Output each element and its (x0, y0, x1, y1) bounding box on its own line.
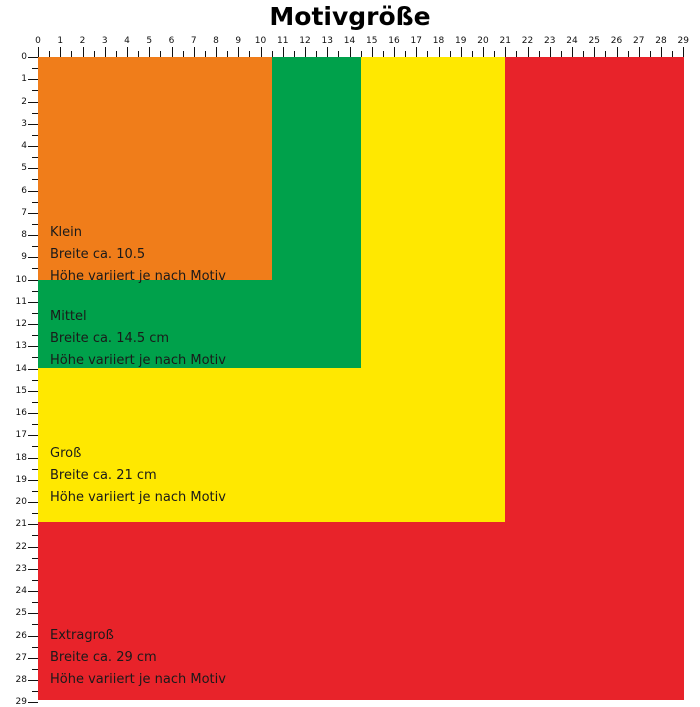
ruler-label-x-10: 10 (254, 36, 267, 46)
ruler-label-x-12: 12 (299, 36, 311, 46)
ruler-tick-x-21 (505, 47, 506, 57)
ruler-tick-x-9 (238, 47, 239, 57)
ruler-tick-x-3 (105, 47, 106, 57)
ruler-tick-y-5 (28, 168, 38, 169)
ruler-label-x-3: 3 (101, 36, 108, 46)
ruler-label-y-20: 20 (15, 497, 27, 507)
caption-extragross-line3: Höhe variiert je nach Motiv (50, 672, 226, 687)
ruler-label-x-8: 8 (213, 36, 219, 46)
ruler-label-x-25: 25 (588, 36, 600, 46)
ruler-label-y-15: 15 (15, 385, 27, 396)
ruler-label-x-9: 9 (235, 36, 242, 46)
ruler-tick-y-21 (28, 524, 38, 525)
caption-gross-line2: Breite ca. 21 cm (50, 468, 157, 483)
ruler-tick-y-4 (28, 146, 38, 147)
ruler-tick-x-15 (372, 47, 373, 57)
ruler-tick-y-26 (28, 636, 38, 637)
ruler-label-y-13: 13 (15, 341, 27, 352)
ruler-label-y-10: 10 (15, 274, 27, 285)
ruler-tick-x-25 (594, 47, 595, 57)
caption-extragross-line1: Extragroß (50, 628, 114, 643)
ruler-label-x-28: 28 (655, 36, 667, 46)
ruler-label-y-14: 14 (15, 363, 27, 374)
horizontal-ruler (35, 30, 689, 57)
ruler-tick-y-19 (28, 480, 38, 481)
ruler-tick-x-27 (639, 47, 640, 57)
ruler-label-x-4: 4 (124, 36, 130, 46)
caption-klein-line2: Breite ca. 10.5 (50, 247, 146, 262)
ruler-tick-x-18 (439, 47, 440, 57)
ruler-tick-y-9 (28, 257, 38, 258)
ruler-label-y-12: 12 (15, 319, 27, 329)
caption-klein-line1: Klein (50, 225, 82, 240)
ruler-tick-x-6 (172, 47, 173, 57)
ruler-tick-y-15 (28, 391, 38, 392)
ruler-label-x-0: 0 (35, 36, 41, 46)
ruler-label-x-6: 6 (168, 36, 175, 46)
ruler-tick-y-16 (28, 413, 38, 414)
ruler-label-y-27: 27 (15, 652, 27, 663)
ruler-label-y-2: 2 (21, 96, 27, 107)
ruler-label-x-14: 14 (343, 36, 356, 46)
ruler-tick-x-11 (283, 47, 284, 57)
ruler-label-y-11: 11 (15, 296, 27, 307)
caption-klein-line3: Höhe variiert je nach Motiv (50, 269, 226, 284)
ruler-tick-y-13 (28, 346, 38, 347)
ruler-tick-y-3 (28, 124, 38, 125)
ruler-tick-y-8 (28, 235, 38, 236)
caption-gross-line3: Höhe variiert je nach Motiv (50, 490, 226, 505)
ruler-label-y-6: 6 (21, 185, 27, 196)
caption-mittel-line2: Breite ca. 14.5 cm (50, 331, 170, 346)
ruler-label-y-9: 9 (21, 252, 27, 263)
ruler-label-y-8: 8 (21, 230, 27, 240)
ruler-tick-x-22 (528, 47, 529, 57)
ruler-tick-x-13 (327, 47, 328, 57)
ruler-label-x-5: 5 (146, 36, 153, 46)
ruler-label-y-5: 5 (21, 163, 27, 174)
ruler-tick-x-24 (572, 47, 573, 57)
caption-mittel-line1: Mittel (50, 309, 87, 324)
ruler-tick-x-23 (550, 47, 551, 57)
ruler-tick-x-4 (127, 47, 128, 57)
ruler-label-x-19: 19 (455, 36, 467, 46)
ruler-label-y-7: 7 (21, 207, 27, 218)
ruler-label-y-16: 16 (15, 408, 27, 418)
ruler-tick-y-25 (28, 613, 38, 614)
ruler-label-y-22: 22 (15, 541, 27, 552)
ruler-tick-y-2 (28, 102, 38, 103)
ruler-tick-x-2 (83, 47, 84, 57)
ruler-label-y-19: 19 (15, 474, 27, 485)
ruler-tick-y-11 (28, 302, 38, 303)
ruler-label-x-1: 1 (57, 36, 64, 46)
ruler-tick-x-12 (305, 47, 306, 57)
ruler-tick-y-20 (28, 502, 38, 503)
ruler-tick-y-6 (28, 191, 38, 192)
ruler-tick-y-0 (28, 57, 38, 58)
ruler-label-x-2: 2 (79, 36, 86, 46)
ruler-label-y-0: 0 (21, 52, 27, 62)
ruler-label-y-17: 17 (15, 430, 27, 441)
ruler-label-y-24: 24 (15, 586, 27, 596)
ruler-label-x-24: 24 (566, 36, 578, 46)
ruler-label-x-7: 7 (190, 36, 197, 46)
ruler-label-x-11: 11 (277, 36, 289, 46)
ruler-tick-y-27 (28, 658, 38, 659)
ruler-tick-x-29 (683, 47, 684, 57)
ruler-tick-x-8 (216, 47, 217, 57)
ruler-tick-x-10 (261, 47, 262, 57)
plot-area (38, 57, 684, 700)
ruler-label-y-18: 18 (15, 452, 27, 463)
ruler-tick-y-23 (28, 569, 38, 570)
ruler-tick-x-16 (394, 47, 395, 57)
ruler-label-x-21: 21 (499, 36, 511, 46)
caption-gross-line1: Groß (50, 446, 82, 461)
ruler-tick-y-17 (28, 435, 38, 436)
ruler-tick-y-12 (28, 324, 38, 325)
ruler-tick-y-28 (28, 680, 38, 681)
page-title: Motivgröße (269, 2, 431, 31)
ruler-tick-x-14 (350, 47, 351, 57)
ruler-label-x-13: 13 (321, 36, 333, 46)
ruler-label-x-29: 29 (677, 36, 689, 46)
ruler-label-x-17: 17 (410, 36, 422, 46)
ruler-tick-x-0 (38, 47, 39, 57)
ruler-label-y-28: 28 (15, 675, 27, 685)
ruler-tick-y-14 (28, 369, 38, 370)
ruler-tick-y-18 (28, 458, 38, 459)
ruler-label-y-25: 25 (15, 608, 27, 619)
ruler-label-x-18: 18 (432, 36, 445, 46)
ruler-label-x-22: 22 (521, 36, 534, 46)
caption-mittel-line3: Höhe variiert je nach Motiv (50, 353, 226, 368)
ruler-tick-x-5 (149, 47, 150, 57)
ruler-label-x-20: 20 (477, 36, 489, 46)
ruler-tick-y-1 (28, 79, 38, 80)
ruler-tick-x-7 (194, 47, 195, 57)
ruler-tick-x-1 (60, 47, 61, 57)
ruler-label-x-23: 23 (544, 36, 556, 46)
ruler-label-y-3: 3 (21, 118, 27, 129)
ruler-label-y-29: 29 (15, 697, 27, 707)
ruler-tick-x-19 (461, 47, 462, 57)
ruler-label-x-27: 27 (633, 36, 645, 46)
ruler-label-y-26: 26 (15, 630, 27, 641)
ruler-label-y-1: 1 (21, 74, 27, 85)
ruler-label-x-16: 16 (388, 36, 400, 46)
ruler-tick-y-7 (28, 213, 38, 214)
ruler-tick-y-22 (28, 547, 38, 548)
ruler-tick-y-29 (28, 702, 38, 703)
ruler-label-y-4: 4 (21, 141, 27, 151)
ruler-tick-x-26 (617, 47, 618, 57)
ruler-label-x-15: 15 (366, 36, 378, 46)
vertical-ruler (10, 52, 38, 707)
ruler-tick-x-17 (416, 47, 417, 57)
ruler-tick-y-24 (28, 591, 38, 592)
ruler-label-y-23: 23 (15, 563, 27, 574)
ruler-label-y-21: 21 (15, 519, 27, 530)
ruler-tick-y-10 (28, 280, 38, 281)
ruler-tick-x-20 (483, 47, 484, 57)
caption-extragross-line2: Breite ca. 29 cm (50, 650, 157, 665)
ruler-tick-x-28 (661, 47, 662, 57)
ruler-label-x-26: 26 (610, 36, 623, 46)
